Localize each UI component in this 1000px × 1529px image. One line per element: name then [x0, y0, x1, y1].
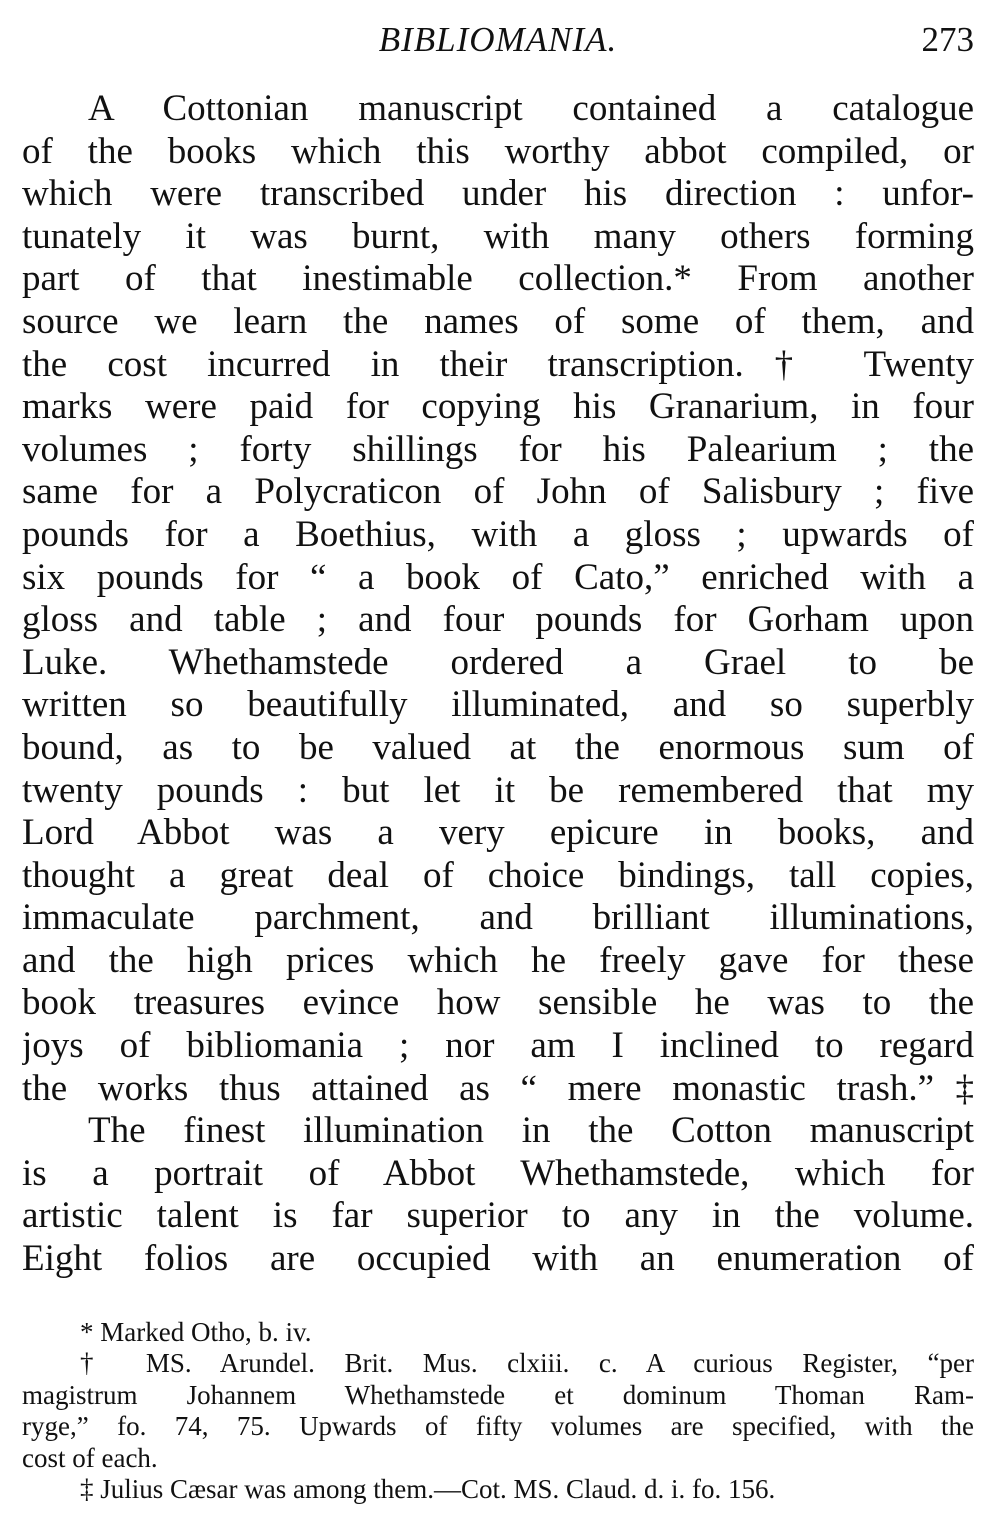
body-line: Eight folios are occupied with an enumeration of — [22, 1238, 974, 1280]
body-line: and the high prices which he freely gave for these — [22, 939, 974, 981]
body-line: joys of bibliomania ; nor am I inclined to regard — [22, 1025, 974, 1067]
body-line: The finest illumination in the Cotton manuscript — [88, 1110, 974, 1152]
body-line: artistic talent is far superior to any in the volume. — [22, 1195, 974, 1237]
body-line: immaculate parchment, and brilliant illuminations, — [22, 897, 974, 939]
body-line: six pounds for “ a book of Cato,” enriched with a — [22, 556, 974, 598]
footnote-line: magistrum Johannem Whethamstede et dominum Thoman Ram- — [22, 1379, 974, 1410]
book-page — [22, 18, 974, 1518]
running-title: BIBLIOMANIA. — [378, 20, 618, 59]
body-line: gloss and table ; and four pounds for Gorham upon — [22, 599, 974, 641]
body-line: tunately it was burnt, with many others forming — [22, 215, 974, 257]
body-line: marks were paid for copying his Granarium, in four — [22, 386, 974, 428]
page-number: 273 — [921, 20, 974, 59]
body-line: source we learn the names of some of them, and — [22, 300, 974, 342]
footnote-line: ‡ Julius Cæsar was among them.—Cot. MS. Claud. d. i. fo. 156. — [80, 1474, 776, 1505]
body-line: bound, as to be valued at the enormous sum of — [22, 726, 974, 768]
body-line: pounds for a Boethius, with a gloss ; upwards of — [22, 513, 974, 555]
running-head — [22, 18, 974, 62]
body-line: thought a great deal of choice bindings, tall copies, — [22, 854, 974, 896]
footnote-line: † MS. Arundel. Brit. Mus. clxiii. c. A curious Register, “per — [80, 1348, 974, 1379]
body-line: Luke. Whethamstede ordered a Grael to be — [22, 641, 974, 683]
body-line: twenty pounds : but let it be remembered that my — [22, 769, 974, 811]
body-line: the works thus attained as “ mere monastic trash.”‡ — [22, 1067, 974, 1109]
body-line: is a portrait of Abbot Whethamstede, which for — [22, 1152, 974, 1194]
body-line: of the books which this worthy abbot compiled, or — [22, 130, 974, 172]
body-text — [22, 88, 974, 1281]
body-line: volumes ; forty shillings for his Palearium ; the — [22, 428, 974, 470]
body-line: written so beautifully illuminated, and so superbly — [22, 684, 974, 726]
body-line: Lord Abbot was a very epicure in books, and — [22, 812, 974, 854]
footnote-line: ryge,” fo. 74, 75. Upwards of fifty volumes are specified, with the — [22, 1411, 974, 1442]
body-line: book treasures evince how sensible he was to the — [22, 982, 974, 1024]
body-line: the cost incurred in their transcription.† Twenty — [22, 343, 974, 385]
footnote-line: cost of each. — [22, 1442, 158, 1473]
body-line: same for a Polycraticon of John of Salisbury ; five — [22, 471, 974, 513]
footnotes — [22, 1317, 974, 1506]
footnote-line: * Marked Otho, b. iv. — [80, 1316, 312, 1347]
body-line: which were transcribed under his direction : unfor- — [22, 173, 974, 215]
body-line: A Cottonian manuscript contained a catalogue — [88, 88, 974, 129]
body-line: part of that inestimable collection.* From another — [22, 258, 974, 300]
